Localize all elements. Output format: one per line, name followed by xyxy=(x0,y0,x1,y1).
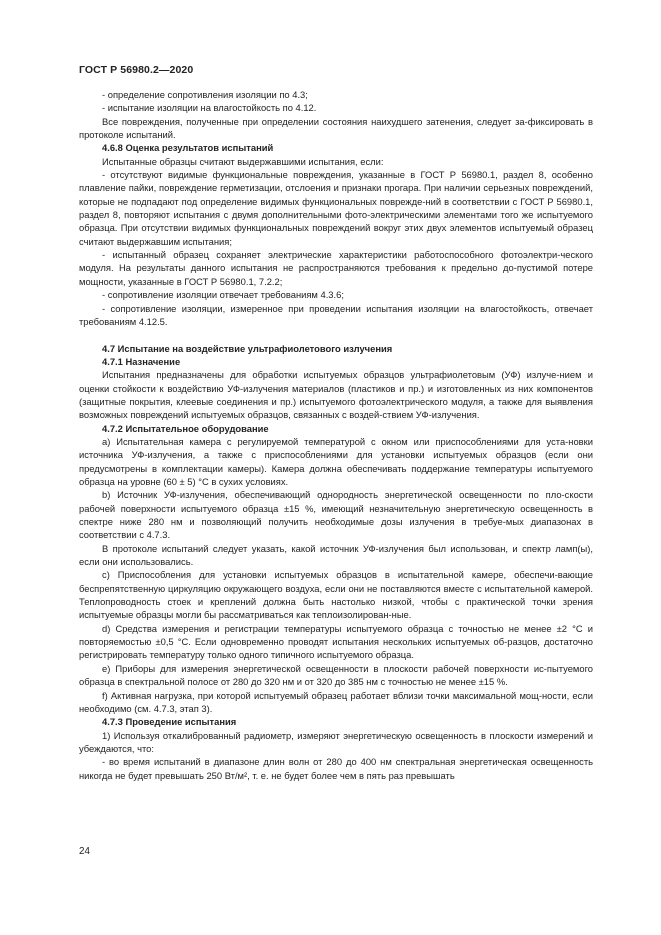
section-heading: 4.7.3 Проведение испытания xyxy=(102,716,237,728)
paragraph: 1) Используя откалиброванный радиометр, измеряют энергетическую освещенность в плоскости измерений и убеждаются, что: xyxy=(79,729,593,754)
list-item: - отсутствуют видимые функциональные повреждения, указанные в ГОСТ Р 56980.1, раздел 8, особенно плавление пайки, повреждение герметизации, отслоения и признаки прогара. При наличии серьезных повреждений, которые не подпадают под определение видимых функциональных поврежде-ний в соответствии с ГОСТ Р 56980.1, раздел 8, повторяют испытания с двумя дополнительными фото-электрическими элементами того же испытуемого образца. При отсутствии видимых функциональных повреждений вокруг этих двух элементов испытуемый образец считают выдержавшим испытания; xyxy=(79,169,593,247)
paragraph: c) Приспособления для установки испытуемых образцов в испытательной камере, обеспечи-вающие беспрепятственную циркуляцию окружающего воздуха, если они не поставляются вместе с испытательной камерой. Теплопроводность стоек и креплений должна быть настолько низкой, чтобы с практической точки зрения испытуемые образцы могли бы рассматриваться как теплоизолирован-ные. xyxy=(79,569,593,621)
paragraph: В протоколе испытаний следует указать, какой источник УФ-излучения был использован, и спектр ламп(ы), если они использовались. xyxy=(79,542,593,568)
document-header: ГОСТ Р 56980.2—2020 xyxy=(79,64,194,76)
paragraph: b) Источник УФ-излучения, обеспечивающий однородность энергетической освещенности по пло-скости рабочей поверхности испытуемого образца ±15 %, имеющий незначительную энергетическую освещенность в спектре ниже 280 нм и позволяющий получить необходимые дозы излучения в требуе-мых диапазонах в соответствии с 4.7.3. xyxy=(79,489,593,541)
paragraph: Испытанные образцы считают выдержавшими испытания, если: xyxy=(102,155,384,167)
list-item: - сопротивление изоляции отвечает требованиям 4.3.6; xyxy=(102,289,344,301)
list-item: - определение сопротивления изоляции по 4.3; xyxy=(102,89,308,100)
list-item: - испытанный образец сохраняет электрические характеристики работоспособного фотоэлектри-ческого модуля. На результаты данного испытания не распространяются требования к предельно до-пустимой потере мощности, указанные в ГОСТ Р 56980.1, 7.2.2; xyxy=(79,249,593,287)
paragraph: a) Испытательная камера с регулируемой температурой с окном или приспособлениями для уста-новки источника УФ-излучения, а также с приспособлениями для установки испытуемых образцов (если они предусмотрены в комплектации камеры). Камера должна обеспечивать поддержание температуры испытуемого образца на уровне (60 ± 5) °C в сухих условиях. xyxy=(79,435,593,488)
list-item: - сопротивление изоляции, измеренное при проведении испытания изоляции на влагостойкость, отвечает требованиям 4.12.5. xyxy=(79,302,593,327)
section-heading: 4.7 Испытание на воздействие ультрафиолетового излучения xyxy=(102,342,393,354)
section-heading: 4.6.8 Оценка результатов испытаний xyxy=(102,142,274,154)
paragraph: f) Активная нагрузка, при которой испытуемый образец работает вблизи точки максимальной мощ-ности, если необходимо (см. 4.7.3, этап 3). xyxy=(79,689,593,714)
section-heading: 4.7.1 Назначение xyxy=(102,355,181,367)
page-number: 24 xyxy=(79,846,90,857)
list-item: - во время испытаний в диапазоне длин волн от 280 до 400 нм спектральная энергетическая освещенность никогда не будет превышать 250 Вт/м², т. е. не будет более чем в пять раз превышать xyxy=(79,756,593,781)
paragraph: d) Средства измерения и регистрации температуры испытуемого образца с точностью не менее ±2 °C и повторяемостью ±0,5 °C. Если одновременно проводят испытания нескольких испытуемых об-разцов, достаточно регистрировать температуру только одного типичного испытуемого образца. xyxy=(79,622,593,661)
paragraph: e) Приборы для измерения энергетической освещенности в плоскости рабочей поверхности ис-пытуемого образца в спектральной полосе от 280 до 320 нм и от 320 до 385 нм с точностью не менее ±15 %. xyxy=(79,662,593,688)
section-heading: 4.7.2 Испытательное оборудование xyxy=(102,422,269,434)
section-gap xyxy=(79,328,593,341)
paragraph: Испытания предназначены для обработки испытуемых образцов ультрафиолетовым (УФ) излуче-нием и оценки стойкости к воздействию УФ-излучения материалов (пластиков и пр.) и изготовленных из них компонентов (защитные покрытия, клеевые соединения и пр.) испытуемого фотоэлектрического модуля, а также для выявления возможных повреждений испытуемых образцов, связанных с воздей-ствием УФ-излучения. xyxy=(79,369,593,421)
document-body xyxy=(79,88,593,782)
list-item: - испытание изоляции на влагостойкость по 4.12. xyxy=(102,102,317,114)
paragraph: Все повреждения, полученные при определении состояния наихудшего затенения, следует за-фиксировать в протоколе испытаний. xyxy=(79,115,593,141)
